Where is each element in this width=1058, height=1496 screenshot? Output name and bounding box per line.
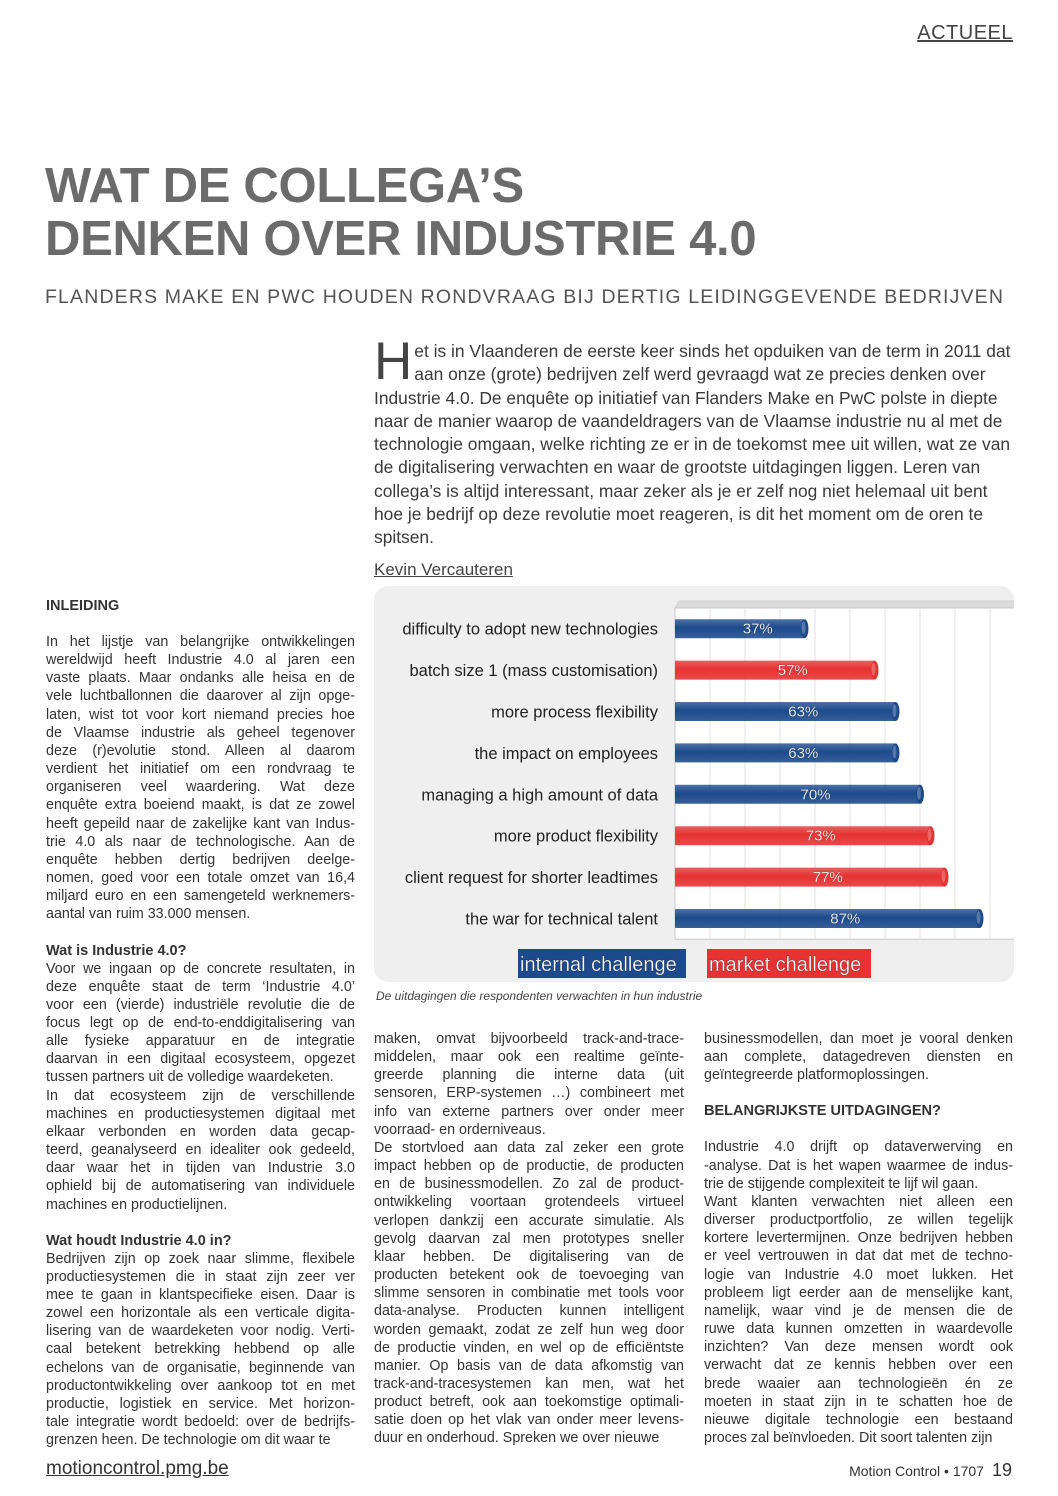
bar-value-label: 70% [800, 786, 831, 804]
text-line: echelons van de organisatie, beginnende van [46, 1359, 355, 1376]
intro-paragraph [374, 332, 1016, 550]
intro-line: spitsen. [374, 527, 434, 548]
text-line: ontwikkeling voortaan grotendeels virtueel [374, 1194, 684, 1211]
text-line: focus legt op de end-to-enddigitalisering van [46, 1014, 355, 1031]
paragraph [46, 633, 355, 924]
text-line: brede waaier aan technologieën én ze [704, 1375, 1013, 1392]
text-line: probleem ligt eerder aan de menselijke kant, [704, 1284, 1013, 1301]
text-line: data-analyse. Producten kunnen intelligent [374, 1303, 684, 1320]
text-line: productie, logistiek en service. Met horizon- [46, 1395, 355, 1412]
section-heading: INLEIDING [46, 598, 120, 614]
bar-value-label: 37% [742, 620, 773, 638]
section-tag[interactable]: ACTUEEL [917, 22, 1013, 44]
text-line: verwacht dat ze kennis hebben over een [704, 1357, 1013, 1374]
plot-top-face [675, 601, 1014, 608]
text-line: moeten in staat zijn in te schatten hoe de [704, 1393, 1013, 1410]
text-line: proces zal beïnvloeden. Dit soort talenten zijn [704, 1429, 993, 1446]
bar-end-highlight [872, 663, 876, 676]
text-line: In dat ecosysteem zijn de verschillende [46, 1087, 355, 1104]
text-line: info van externe partners over onder meer [374, 1103, 684, 1120]
body-column-3 [704, 1030, 1013, 1447]
text-line: lisering van de waardeketen voor nodig. Verti- [46, 1323, 355, 1340]
text-line: businessmodellen, dan moet je vooral denken [704, 1031, 1013, 1047]
text-line: nieuwe digitale technologie een bestaand [704, 1411, 1013, 1428]
title-line: WAT DE COLLEGA’S [45, 159, 524, 213]
paragraph [704, 1138, 1013, 1447]
text-line: productontwikkeling over aankoop tot en met [46, 1377, 355, 1394]
text-line: logie van Industrie 4.0 moet lukken. Het [704, 1266, 1013, 1283]
text-line: organiseren veel waardering. Wat deze [46, 779, 355, 796]
text-line: teerd, geanalyseerd en idealiter ook gedeeld, [46, 1142, 355, 1159]
text-line: vaste plaats. Maar ondanks alle heisa en de [46, 670, 355, 687]
text-line: manier. Op basis van de data afkomstig van [374, 1357, 684, 1374]
text-line: -analyse. Dat is het wapen waarmee de indus- [704, 1157, 1013, 1174]
intro-line: hoe je bedrijf op deze revolutie moet reageren, is dit het moment om de oren te [374, 504, 984, 525]
legend-label: market challenge [709, 954, 862, 976]
category-label: more process flexibility [491, 703, 658, 722]
footer-issue [849, 1460, 1012, 1481]
text-line: zowel een horizontale als een verticale digita- [46, 1305, 355, 1322]
bar-end-highlight [977, 911, 981, 924]
text-line: De stortvloed aan data zal zeker een grote [374, 1139, 684, 1156]
bar-end-highlight [917, 787, 921, 800]
text-line: tale integratie wordt bedoeld: over de bedrijfs- [46, 1414, 355, 1431]
bar-internal [675, 909, 980, 928]
bar-value-label: 87% [830, 910, 861, 928]
text-line: aantal van ruim 33.000 mensen. [46, 906, 251, 923]
text-line: miljard euro en een samengeteld werknemers- [46, 888, 355, 905]
text-line: impact hebben op de productie, de producten [374, 1158, 684, 1175]
text-line: kortere levertermijnen. Onze bedrijven hebben [704, 1230, 1013, 1247]
spacer [46, 924, 355, 942]
text-line: de productie vinden, en wel op de efficiëntste [374, 1339, 684, 1356]
text-line: track-and-tracesystemen kan men, wat het [374, 1375, 684, 1392]
text-line: ruwe data kunnen omzetten in waardevolle [704, 1321, 1013, 1338]
article-title [45, 160, 1005, 266]
text-line: producten betekent ook de toevoeging van [374, 1267, 684, 1284]
bar-end-highlight [893, 745, 897, 758]
text-line: klaar hebben. De digitalisering van de [374, 1248, 684, 1265]
section-heading: BELANGRIJKSTE UITDAGINGEN? [704, 1103, 941, 1120]
text-line: product betreft, ook aan toekomstige optimali- [374, 1394, 684, 1411]
text-line: er veel vertrouwen in dat dat met de techno- [704, 1248, 1013, 1265]
text-line: In het lijstje van belangrijke ontwikkelingen [46, 634, 355, 650]
text-line: worden gemaakt, zodat ze zelf hun weg door [374, 1321, 684, 1338]
text-line: gevolg daarvan zal men prototypes sneller [374, 1230, 684, 1247]
category-label: the impact on employees [474, 744, 658, 763]
spacer [46, 615, 355, 633]
bar-end-highlight [928, 828, 932, 841]
text-line: duur en onderhoud. Spreken we over nieuwe [374, 1430, 660, 1447]
text-line: maken, omvat bijvoorbeeld track-and-trace- [374, 1031, 684, 1047]
text-line: alle fysieke apparatuur en de integratie [46, 1033, 355, 1050]
bar-internal [675, 619, 805, 638]
bar-value-label: 63% [788, 744, 819, 762]
magazine-issue: Motion Control • 1707 [849, 1463, 984, 1479]
category-label: more product flexibility [493, 827, 658, 846]
intro-lines [374, 332, 1016, 550]
category-label: the war for technical talent [465, 910, 658, 929]
paragraph [704, 1030, 1013, 1084]
text-line: Industrie 4.0 drijft op dataverwerving en [704, 1139, 1013, 1156]
body-column-2 [374, 1030, 684, 1448]
paragraph [374, 1030, 684, 1448]
bar-internal [675, 785, 920, 804]
text-line: enquête hebben dertig bedrijven deelge- [46, 851, 355, 868]
bar-value-label: 57% [777, 662, 808, 680]
bar-value-label: 63% [788, 703, 819, 721]
section-heading: Wat is Industrie 4.0? [46, 942, 187, 959]
text-line: geïntegreerde platformoplossingen. [704, 1067, 929, 1084]
bar-market [675, 661, 875, 680]
text-line: namelijk, waar vind je de mensen die de [704, 1302, 1013, 1319]
intro-line: Industrie 4.0. De enquête op initiatief van Flanders Make en PwC polste in diepte [374, 387, 998, 408]
text-line: enquête extra boeiend maakt, is dat ze zowel [46, 797, 355, 814]
text-line: machines en productielijnen. [46, 1196, 228, 1213]
text-line: tussen partners uit de volledige waardeketen. [46, 1069, 334, 1086]
bar-internal [675, 702, 896, 721]
category-label: managing a high amount of data [421, 786, 658, 805]
bar-market [675, 868, 945, 887]
chart-caption: De uitdagingen die respondenten verwachten in hun industrie [376, 989, 703, 1003]
text-line: deze enquête staat de term ‘Industrie 4.0’ [46, 978, 355, 995]
bar-end-highlight [802, 621, 806, 634]
title-line: DENKEN OVER INDUSTRIE 4.0 [45, 212, 757, 266]
bar-end-highlight [893, 704, 897, 717]
text-line: daar waar het in tijden van Industrie 3.0 [46, 1160, 355, 1177]
paragraph [46, 960, 355, 1214]
paragraph [46, 1250, 355, 1450]
text-line: en de businessmodellen. Zo zal de product- [374, 1176, 684, 1193]
text-line: laten, wist tot voor kort niemand precies hoe [46, 706, 355, 723]
bar-end-highlight [942, 870, 946, 883]
challenges-bar-chart [374, 586, 1014, 982]
text-line: Want klanten verwachten niet alleen een [704, 1193, 1013, 1210]
intro-line: aan onze (grote) bedrijven zelf werd gevraagd wat ze precies denken over [414, 364, 986, 385]
text-line: Bedrijven zijn op zoek naar slimme, flexibele [46, 1250, 355, 1267]
text-line: productiesystemen die in staat zijn zeer ver [46, 1268, 355, 1285]
text-line: middelen, maar ook een realtime geïnte- [374, 1049, 684, 1066]
text-line: nomen, goed voor een totale omzet van 16,4 [46, 870, 355, 887]
text-line: de Vlaamse industrie als geheel tegenover [46, 724, 355, 741]
text-line: mee te gaan in klantspecifieke eisen. Daar is [46, 1287, 355, 1303]
category-label: difficulty to adopt new technologies [402, 620, 658, 639]
text-line: deze (r)evolutie stond. Alleen al daarom [46, 742, 355, 759]
plot-area [675, 608, 1014, 939]
intro-line: technologie omgaan, welke richting ze er in de toekomst mee uit willen, wat ze van [374, 434, 1011, 455]
bar-internal [675, 743, 896, 762]
legend-label: internal challenge [520, 954, 677, 976]
body-column-1 [46, 597, 355, 1449]
article-subtitle: FLANDERS MAKE EN PWC HOUDEN RONDVRAAG BIJ DERTIG LEIDINGGEVENDE BEDRIJVEN [45, 286, 1005, 308]
text-line: satie doen op het vlak van onder meer levens- [374, 1412, 684, 1429]
intro-line: de digitalisering verwachten en waar de grootste uitdagingen liggen. Leren van [374, 457, 981, 478]
spacer [704, 1120, 1013, 1138]
bar-value-label: 73% [805, 827, 836, 845]
bar-value-label: 77% [812, 869, 843, 887]
text-line: diverser productportfolio, ze willen tegelijk [704, 1212, 1013, 1229]
intro-line: collega’s is altijd interessant, maar zeker als je er zelf nog niet helemaal uit bent [374, 480, 988, 501]
bar-market [675, 826, 931, 845]
page-number: 19 [991, 1460, 1012, 1480]
spacer [704, 1084, 1013, 1102]
footer-website-link[interactable]: motioncontrol.pmg.be [46, 1458, 229, 1479]
author-byline[interactable]: Kevin Vercauteren [374, 560, 513, 579]
section-heading: Wat houdt Industrie 4.0 in? [46, 1232, 232, 1249]
text-line: wereldwijd heeft Industrie 4.0 al jaren een [46, 652, 355, 669]
text-line: slimme sensoren in combinatie met tools voor [374, 1285, 684, 1302]
text-line: inzichten? Van deze mensen wordt ook [704, 1339, 1013, 1356]
text-line: trie 4.0 als naar de technologische. Aan de [46, 833, 355, 850]
intro-line: et is in Vlaanderen de eerste keer sinds het opduiken van de term in 2011 dat [414, 341, 1011, 361]
category-label: client request for shorter leadtimes [404, 869, 658, 888]
text-line: caal betekent betrekking hebbend op alle [46, 1341, 355, 1358]
spacer [46, 1214, 355, 1232]
text-line: trie de stijgende complexiteit te lijf wil gaan. [704, 1175, 979, 1192]
text-line: grenzen heen. De technologie om dit waar te [46, 1432, 331, 1449]
drop-cap: H [374, 332, 413, 391]
text-line: ophield bij de automatisering van individuele [46, 1178, 355, 1195]
text-line: vele luchtballonnen die daarover al zijn opge- [46, 688, 355, 705]
text-line: daarvan in een digitaal ecosysteem, opgezet [46, 1051, 355, 1068]
text-line: elkaar verbonden en worden data gecap- [46, 1123, 355, 1140]
text-line: voor een (vierde) industriële revolutie die de [46, 996, 355, 1013]
text-line: verlopen dankzij een accurate simulatie. Als [374, 1212, 684, 1229]
text-line: heeft gepeild naar de zakelijke kant van Indus- [46, 815, 355, 832]
text-line: Voor we ingaan op de concrete resultaten, in [46, 960, 355, 977]
text-line: aan complete, datagedreven diensten en [704, 1049, 1013, 1066]
category-label: batch size 1 (mass customisation) [409, 662, 658, 681]
text-line: machines en productiesystemen digitaal met [46, 1105, 355, 1122]
chart-panel [374, 586, 1014, 982]
text-line: verdient het initiatief om een rondvraag te [46, 761, 355, 778]
intro-line: naar de manier waarop de vaandeldragers van de Vlaamse industrie nu al met de [374, 410, 1003, 431]
text-line: sensoren, ERP-systemen …) combineert met [374, 1085, 684, 1102]
text-line: voorraad- en orderniveaus. [374, 1121, 546, 1138]
text-line: greerde planning die interne data (uit [374, 1067, 684, 1084]
